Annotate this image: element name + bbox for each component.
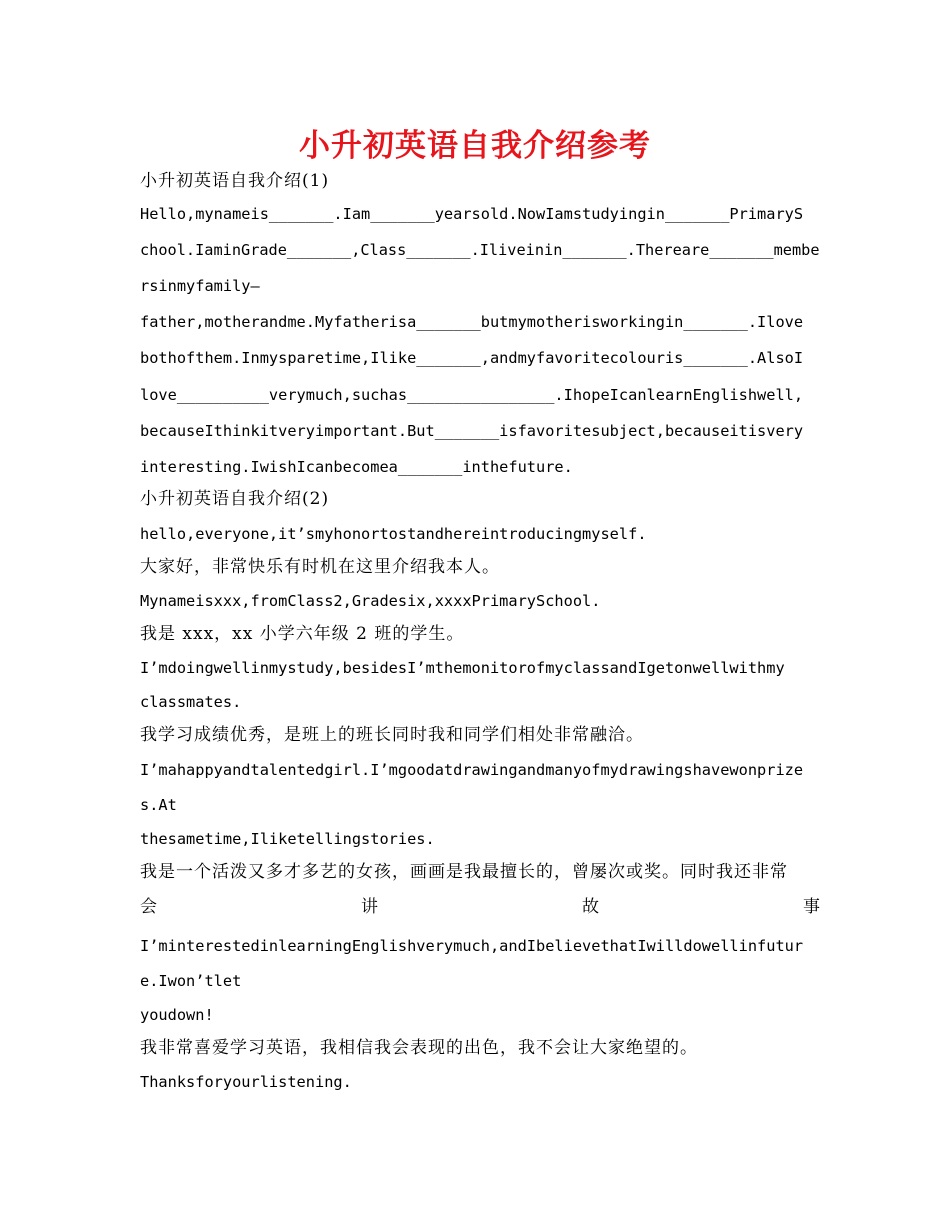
section-heading-2: 小升初英语自我介绍(2) <box>140 489 330 509</box>
text-line-chinese: 大家好，非常快乐有时机在这里介绍我本人。 <box>140 557 500 577</box>
text-line: youdown! <box>140 1006 214 1024</box>
text-line-chinese: 我是一个活泼又多才多艺的女孩，画画是我最擅长的，曾屡次或奖。同时我还非常 <box>140 862 788 882</box>
section-heading-1: 小升初英语自我介绍(1) <box>140 171 330 191</box>
text-line-chinese: 我是 xxx，xx 小学六年级 2 班的学生。 <box>140 624 465 644</box>
text-line: hello,everyone,it’smyhonortostandhereintroducingmyself. <box>140 525 647 543</box>
text-line: rsinmyfamily— <box>140 277 260 295</box>
spread-char: 讲 <box>361 897 378 917</box>
spread-char: 故 <box>582 897 599 917</box>
spread-char: 事 <box>803 897 820 917</box>
text-line: Hello,mynameis_______.Iam_______yearsold.NowIamstudyingin_______PrimaryS <box>140 205 804 223</box>
text-line: Mynameisxxx,fromClass2,Gradesix,xxxxPrimarySchool. <box>140 592 601 610</box>
text-line-chinese: 我非常喜爱学习英语，我相信我会表现的出色，我不会让大家绝望的。 <box>140 1038 698 1058</box>
text-line: bothofthem.Inmysparetime,Ilike_______,andmyfavoritecolouris_______.AlsoI <box>140 349 804 367</box>
text-line: I’mdoingwellinmystudy,besidesI’mthemonitorofmyclassandIgetonwellwithmy <box>140 659 785 677</box>
text-line: father,motherandme.Myfatherisa_______butmymotherisworkingin_______.Ilove <box>140 313 804 331</box>
spread-char: 会 <box>140 897 157 917</box>
text-line: becauseIthinkitveryimportant.But_______isfavoritesubject,becauseitisvery <box>140 422 804 440</box>
text-line: I’minterestedinlearningEnglishverymuch,andIbelievethatIwilldowellinfutur <box>140 937 804 955</box>
spread-text-line <box>140 896 820 918</box>
text-line: I’mahappyandtalentedgirl.I’mgoodatdrawingandmanyofmydrawingshavewonprize <box>140 761 804 779</box>
text-line: e.Iwon’tlet <box>140 972 242 990</box>
text-line: s.At <box>140 796 177 814</box>
page-title: 小升初英语自我介绍参考 <box>299 128 651 164</box>
text-line: Thanksforyourlistening. <box>140 1073 352 1091</box>
text-line: classmates. <box>140 693 242 711</box>
text-line: interesting.IwishIcanbecomea_______inthefuture. <box>140 458 573 476</box>
text-line: love__________verymuch,suchas________________.IhopeIcanlearnEnglishwell, <box>140 386 804 404</box>
text-line: thesametime,Iliketellingstories. <box>140 830 435 848</box>
text-line-chinese: 我学习成绩优秀，是班上的班长同时我和同学们相处非常融洽。 <box>140 725 644 745</box>
text-line: chool.IaminGrade_______,Class_______.Iliveinin_______.Thereare_______membe <box>140 241 820 259</box>
